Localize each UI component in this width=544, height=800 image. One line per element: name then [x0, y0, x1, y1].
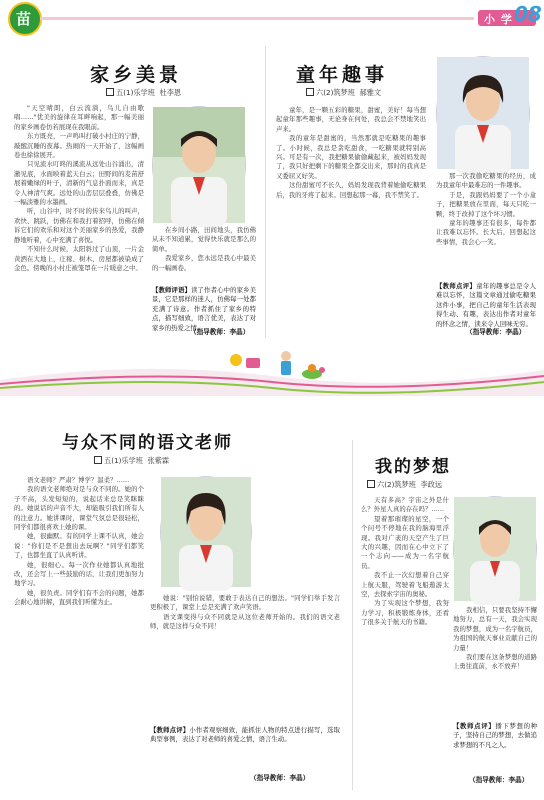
author-portrait-icon [161, 477, 251, 587]
article-body-col1 [361, 496, 449, 784]
article-body-col1 [276, 106, 426, 324]
comment-tag: 【教师点评】 [453, 722, 496, 730]
article-title: 童年趣事 [296, 64, 389, 86]
author-photo [152, 106, 246, 224]
article-title: 我的梦想 [375, 457, 451, 477]
comment-tag: 【教师点评】 [150, 726, 190, 734]
page-header [0, 0, 544, 30]
byline-class: 五(1)乐学班 [116, 88, 155, 97]
paragraph: 望着那璀璨的星空，一个个问号不停地在我的脑海里浮现。我对广袤的天空产生了巨大的兴趣，因而在心中立下了一个志向——成为一名宇航员。 [361, 514, 449, 570]
article-byline [94, 456, 169, 466]
author-photo [436, 56, 530, 170]
comment-text: 读了作者心中的家乡美景，它是那样的迷人，仿佛每一处都充满了诗意。作者抓住了家乡的特点，描写细致，语言优美，表达了对家乡的热爱之情。 [152, 286, 257, 332]
byline-box-icon [94, 456, 102, 464]
paragraph: 东方既亮，一声鸣叫打破小村庄的宁静，敲醒沉睡的夜幕。热闹的一天开始了，这幅画卷也徐徐展开。 [14, 132, 144, 160]
newspaper-logo [8, 2, 42, 36]
article-byline [306, 88, 381, 98]
paragraph: 那一次我偷吃糖果的经历，成为我童年中最难忘的一件趣事。 [436, 172, 536, 190]
paragraph: 我的语文老师绝对是与众不同的。她的个子不高，头发短短的，说起话来总是笑眯眯的。她说话的声音不大，却能吸引我们所有人的注意力。她讲课时，课堂气氛总是很轻松，同学们都很喜欢上她的课。 [14, 485, 144, 532]
paragraph: 我不止一次幻想着自己穿上航天服，驾驶着飞船遨游太空，去探索宇宙的奥秘。 [361, 571, 449, 599]
paragraph: "天空晴朗，白云流淌，鸟儿自由歌唱……"优美的旋律在耳畔响起，那一幅美丽的家乡画卷仿若展现在我眼前。 [14, 104, 144, 131]
paragraph: 她，很负责。同学们有不会的问题，她都会耐心地讲解，直到我们听懂为止。 [14, 588, 144, 607]
paragraph: 她，很细心。每一次作业她都认真地批改，还会写上一些鼓励的话，让我们更加努力地学习。 [14, 560, 144, 588]
byline-class: 六(2)筑梦班 [316, 88, 355, 97]
article-byline [367, 480, 442, 490]
paragraph: 于是，我跟妈妈要了一个小盒子，把糖果放在里面，每天只吃一颗，终于改掉了这个坏习惯。 [436, 190, 536, 218]
byline-author: 郝雅文 [359, 88, 382, 97]
byline-box-icon [106, 88, 114, 96]
paragraph: 童年的趣事还有很多，每件都让我难以忘怀。长大后，回想起这些事情，我会心一笑。 [436, 219, 536, 246]
comment-tag: 【教师评语】 [152, 286, 192, 294]
byline-author: 张紫霖 [147, 456, 170, 465]
paragraph: 只见流水叮咚的溪流从远处山谷涌出，清澈见底，水面映着蓝天白云；田野间的麦苗舒展着嫩绿的叶子，清新的气息扑面而来，真是令人神清气爽。远处的山峦层层叠叠，仿佛是一幅淡雅的水墨画。 [14, 160, 144, 207]
article-hometown [0, 46, 265, 338]
author-photo [453, 496, 537, 602]
byline-class: 五(1)乐学班 [104, 456, 143, 465]
article-body-col1 [14, 104, 144, 324]
article-title: 家乡美景 [90, 64, 183, 86]
paragraph: 为了实现这个梦想，我努力学习，积极锻炼身体，还看了很多关于航天的书籍。 [361, 599, 449, 627]
article-body-col2 [150, 594, 340, 720]
comment-text: 播下梦想的种子，坚持自己的梦想，去做追求梦想的不凡之人。 [453, 722, 538, 749]
paragraph: 她，很幽默。有的同学上课不认真，她会说："你们是不是想出去玩啊？"同学们都笑了，也都坐直了认真听讲。 [14, 532, 144, 560]
teacher-comment [453, 722, 537, 770]
paragraph: 在乡间小路，田间地头，我仿佛从未不知道累，觉得快乐就是那么的简单。 [152, 226, 256, 253]
paragraph: 我相信，只要我坚持不懈地努力，总有一天，我会实现我的梦想，成为一名宇航员，为祖国的航天事业贡献自己的力量！ [453, 606, 537, 652]
paragraph: 天有多高？宇宙之外是什么？外星人真的存在吗？…… [361, 496, 449, 514]
page-number: 08 [514, 2, 542, 26]
teacher-comment [436, 282, 537, 328]
author-photo [160, 476, 252, 588]
byline-box-icon [367, 480, 375, 488]
author-portrait-icon [437, 57, 529, 169]
byline-author: 李政远 [420, 480, 443, 489]
logo-char: 苗 [16, 10, 32, 28]
decorative-banner [0, 340, 544, 396]
instructor: （指导教师：李晶） [250, 774, 310, 782]
article-byline [106, 88, 181, 98]
paragraph: 她说："别怕说错，要敢于表达自己的想法。"同学们举手发言更积极了，课堂上总是充满了欢声笑语。 [150, 594, 340, 612]
author-portrait-icon [454, 497, 536, 601]
instructor: （指导教师：李晶） [466, 328, 526, 336]
article-childhood [266, 46, 544, 338]
paragraph: 语文老师？严肃？博学？温柔？…… [27, 476, 130, 484]
garden-illustration-icon [0, 340, 544, 396]
article-title: 与众不同的语文老师 [62, 433, 233, 453]
paragraph: 童年，是一颗五彩的糖果，甜蜜，美好！每当想起童年那些趣事，无论身在何处，我总会不禁地笑出声来。 [276, 106, 426, 133]
byline-class: 六(2)筑梦班 [377, 480, 416, 489]
byline-box-icon [306, 88, 314, 96]
paragraph: 听，山谷中，时不时的传来鸟儿的叫声，欢快、跳跃，仿佛在和我打着招呼，仿佛在倾诉它们的欢乐和对这个美丽家乡的热爱，我静静地听着，心中充满了喜悦。 [14, 207, 144, 244]
comment-text: 小作者观察细致，能抓住人物的特点进行描写，选取典型事例，表达了对老师的喜爱之情，语言生动。 [150, 726, 341, 744]
byline-author: 杜李恩 [159, 88, 182, 97]
teacher-comment [150, 726, 340, 764]
article-dream [353, 440, 544, 792]
section-label: 小 学 [484, 13, 513, 26]
instructor: （指导教师：李晶） [190, 328, 250, 336]
paragraph: 这份甜蜜可不长久，妈妈发现我背着她偷吃糖果后，我的牙疼了起来。回想起那一幕，我不禁笑了。 [276, 181, 426, 199]
article-body-col2 [453, 606, 537, 716]
paragraph: 我们要在这条梦想的道路上勇往直前，永不放弃！ [453, 653, 537, 671]
author-portrait-icon [153, 107, 245, 223]
paragraph: 我爱家乡，您永远是我心中最美的一幅画卷。 [152, 254, 256, 272]
paragraph: 不知什么时候，太阳斜过了山顶，一片金黄洒在大地上，庄稼、树木、房屋都被染成了金色。傍晚的小村庄被笼罩在一片暖意之中。 [14, 245, 144, 272]
article-body-col2 [152, 226, 256, 282]
comment-text: 童年的趣事总是令人难以忘怀，这篇文章通过偷吃糖果这件小事，把自己的童年生活表现得生动、有趣，表达出作者对童年的怀念之情，读来令人回味无穷。 [436, 282, 537, 328]
comment-tag: 【教师点评】 [436, 282, 477, 290]
article-body-col1 [14, 476, 144, 784]
paragraph: 我的童年是甜蜜的，当然那就是吃糖果的趣事了。小时候，我总是贪吃甜食，一吃糖果就特别高兴。可是有一次，我把糖果偷偷藏起来，被妈妈发现了，我只好把剩下的糖果全都交出来，那时的我真是又委屈又好笑。 [276, 134, 426, 180]
article-teacher [0, 420, 352, 792]
header-rule [40, 17, 474, 20]
instructor: （指导教师：李晶） [469, 776, 529, 784]
paragraph: 语文课变得与众不同就是从这位老师开始的。我们的语文老师，就是这样与众不同！ [150, 612, 340, 631]
